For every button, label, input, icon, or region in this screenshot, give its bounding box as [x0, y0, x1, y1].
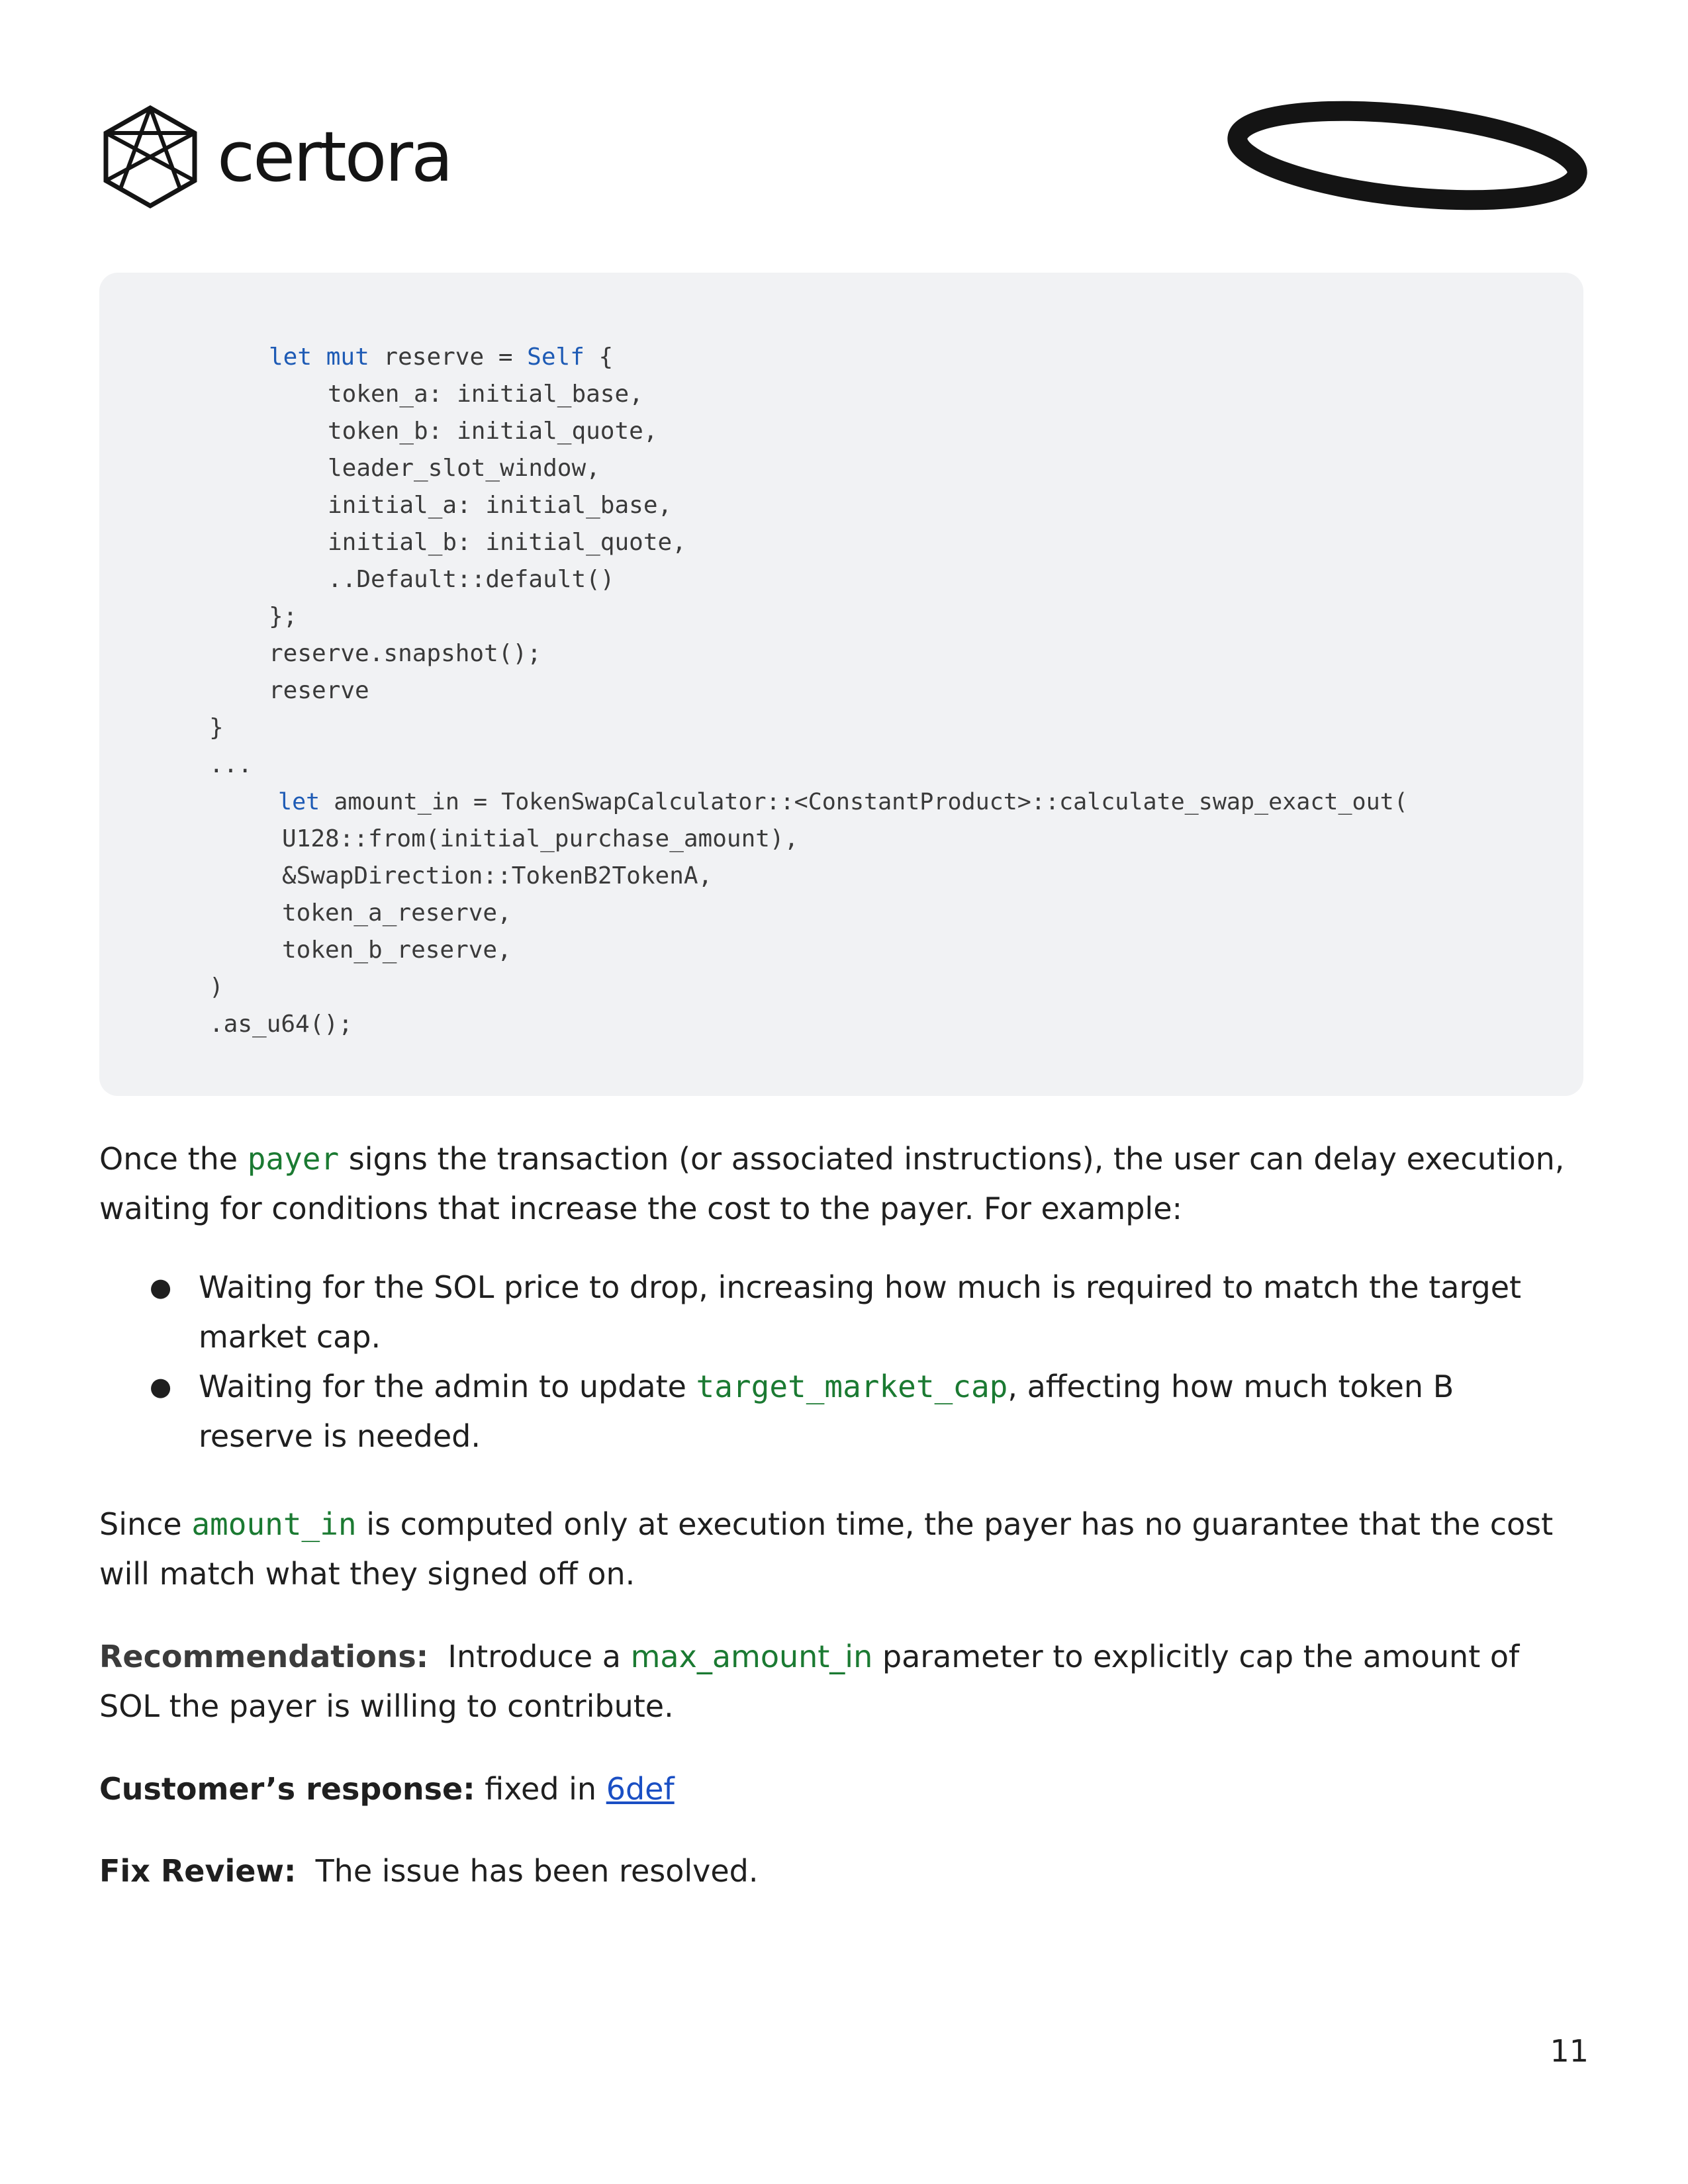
page-number: 11	[1550, 2033, 1589, 2069]
code-line: token_b_reserve,	[282, 936, 512, 964]
inline-code: max_amount_in	[630, 1639, 873, 1674]
code-line: token_a_reserve,	[282, 899, 512, 927]
bullet-list	[99, 1263, 1523, 1461]
list-item: ● Waiting for the admin to update target_market_cap, affecting how much token B reserve is needed.	[150, 1369, 1454, 1454]
code-line: .as_u64();	[209, 1011, 353, 1038]
fix-review-label: Fix Review:	[99, 1853, 297, 1889]
certora-logo	[101, 101, 451, 213]
code-line: U128::from(initial_purchase_amount),	[282, 825, 799, 852]
code-line: )	[209, 974, 224, 1001]
paragraph-delay-execution: Once the payer signs the transaction (or associated instructions), the user can delay execution, waiting for conditions that increase the cost to the payer. For example:	[99, 1141, 1565, 1226]
customer-response-label: Customer’s response:	[99, 1771, 475, 1807]
code-line: initial_b: initial_quote,	[328, 529, 686, 556]
certora-hexagon-logo-icon	[101, 104, 200, 210]
code-line: ...	[209, 751, 253, 778]
inline-code: target_market_cap	[696, 1369, 1008, 1404]
code-line: reserve.snapshot();	[269, 640, 541, 667]
inline-code: payer	[247, 1141, 340, 1177]
inline-code: amount_in	[191, 1506, 357, 1542]
recommendations: Recommendations: Introduce a max_amount_in parameter to explicitly cap the amount of SOL the payer is willing to contribute.	[99, 1639, 1520, 1724]
code-line: let mut reserve = Self {	[269, 343, 614, 371]
list-item: ● Waiting for the SOL price to drop, increasing how much is required to match the target market cap.	[150, 1269, 1522, 1355]
code-line: token_a: initial_base,	[328, 381, 643, 408]
commit-link[interactable]: 6def	[606, 1771, 675, 1807]
black-ring-icon	[1222, 99, 1593, 212]
fix-review: Fix Review: The issue has been resolved.	[99, 1853, 759, 1889]
code-line: token_b: initial_quote,	[328, 418, 658, 445]
code-line: reserve	[269, 677, 369, 704]
paragraph-amount-in: Since amount_in is computed only at execution time, the payer has no guarantee that the cost will match what they signed off on.	[99, 1506, 1554, 1592]
code-line: &SwapDirection::TokenB2TokenA,	[282, 862, 713, 889]
code-line: };	[269, 603, 298, 630]
customer-response: Customer’s response: fixed in 6def	[99, 1771, 675, 1807]
code-line: }	[209, 714, 224, 741]
recommendations-label: Recommendations:	[99, 1639, 429, 1674]
code-block	[99, 273, 1583, 1096]
code-line: leader_slot_window,	[328, 455, 600, 482]
code-line: ..Default::default()	[328, 566, 615, 593]
code-line: let amount_in = TokenSwapCalculator::<ConstantProduct>::calculate_swap_exact_out(	[278, 789, 1408, 815]
code-line: initial_a: initial_base,	[328, 492, 673, 519]
logo-wordmark: certora	[217, 116, 451, 197]
